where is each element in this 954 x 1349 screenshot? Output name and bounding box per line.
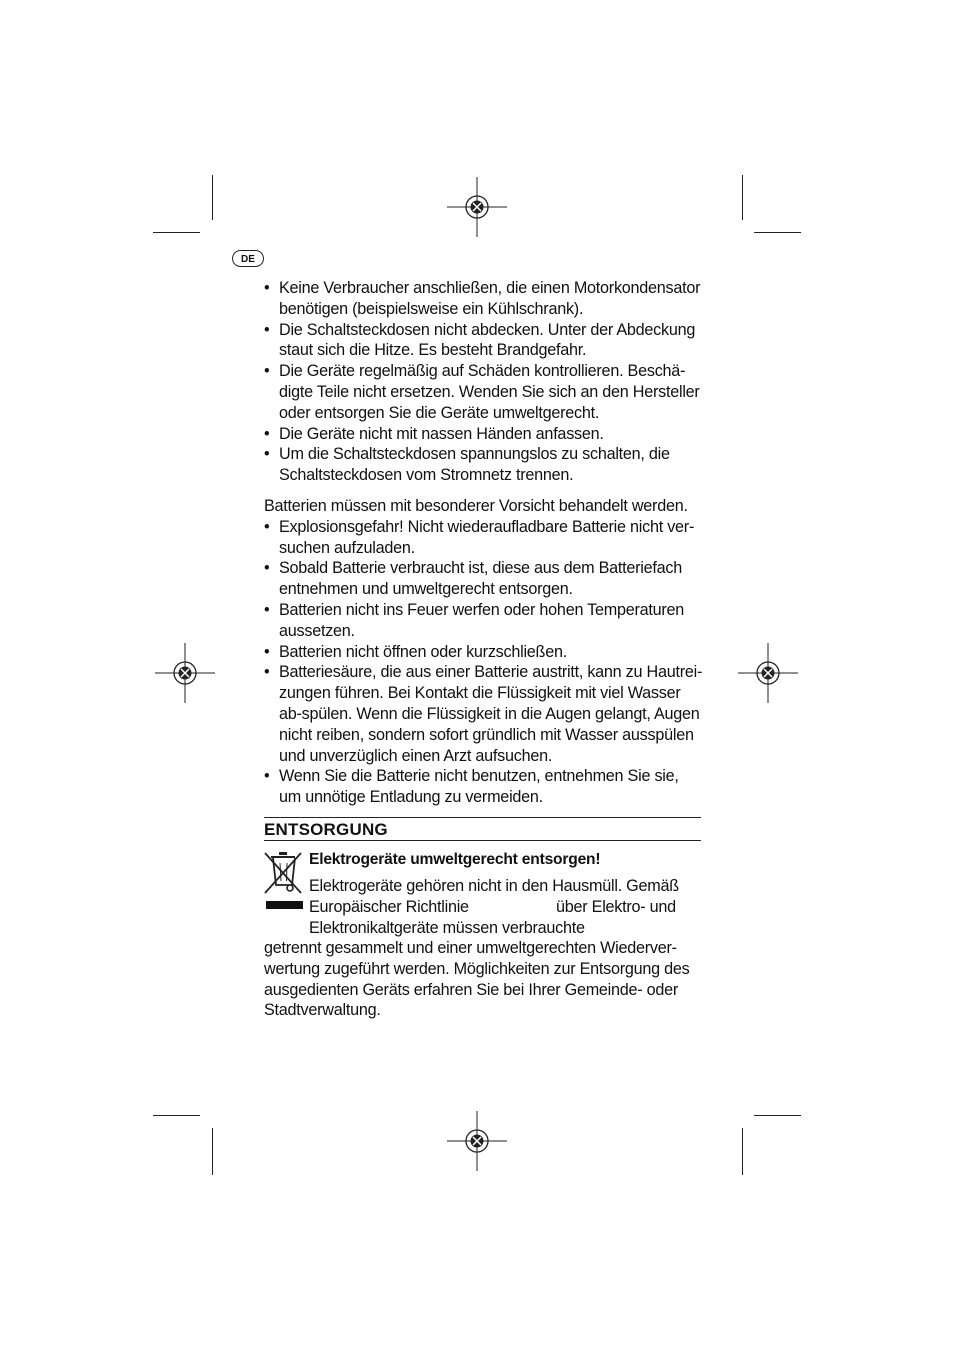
disposal-line-2-left: Europäischer Richtlinie <box>309 898 469 916</box>
crop-mark-bottom-right-horizontal <box>754 1115 801 1116</box>
crop-mark-top-left-horizontal <box>153 232 200 233</box>
disposal-line-2-right: über Elektro- und <box>556 898 676 916</box>
battery-list <box>264 517 704 808</box>
language-badge: DE <box>232 250 264 267</box>
list-item: • Explosionsgefahr! Nicht wiederaufladbare Batterie nicht ver-suchen aufzuladen. <box>264 517 704 559</box>
disposal-line-1: Elektrogeräte gehören nicht in den Hausmüll. Gemäß <box>309 877 679 895</box>
crop-mark-top-right-vertical <box>742 175 743 220</box>
list-item: • Die Schaltsteckdosen nicht abdecken. Unter der Abdeckung staut sich die Hitze. Es besteht Brandgefahr. <box>264 320 704 362</box>
list-item: • Wenn Sie die Batterie nicht benutzen, entnehmen Sie sie, um unnötige Entladung zu vermeiden. <box>264 766 704 808</box>
registration-mark-left-icon <box>155 643 215 703</box>
list-item: • Sobald Batterie verbraucht ist, diese aus dem Batteriefach entnehmen und umweltgerecht entsorgen. <box>264 558 704 600</box>
list-item: • Keine Verbraucher anschließen, die einen Motorkondensator benötigen (beispielsweise ein Kühlschrank). <box>264 278 704 320</box>
list-item: • Die Geräte regelmäßig auf Schäden kontrollieren. Beschä-digte Teile nicht ersetzen. Wenden Sie sich an den Hersteller oder entsorgen Sie die Geräte umweltgerecht. <box>264 361 704 423</box>
disposal-body: getrennt gesammelt und einer umweltgerechten Wiederver-wertung zugeführt werden. Möglichkeiten zur Entsorgung des ausgedienten Geräts erfahren Sie bei Ihrer Gemeinde- oder Stadtverwaltung. <box>264 939 690 1020</box>
registration-mark-bottom-icon <box>447 1111 507 1171</box>
section-heading-disposal: ENTSORGUNG <box>264 817 701 841</box>
crop-mark-top-left-vertical <box>212 175 213 220</box>
battery-section <box>264 496 704 808</box>
crop-mark-top-right-horizontal <box>754 232 801 233</box>
crop-mark-bottom-left-vertical <box>212 1128 213 1175</box>
crop-mark-bottom-right-vertical <box>742 1128 743 1175</box>
registration-mark-right-icon <box>738 643 798 703</box>
crop-mark-bottom-left-horizontal <box>153 1115 200 1116</box>
disposal-subtitle: Elektrogeräte umweltgerecht entsorgen! <box>309 851 601 868</box>
safety-section <box>264 278 704 486</box>
crossed-out-wheelie-bin-icon <box>263 851 305 913</box>
battery-intro: Batterien müssen mit besonderer Vorsicht behandelt werden. <box>264 497 688 515</box>
safety-list <box>264 278 704 486</box>
list-item: • Batterien nicht öffnen oder kurzschließen. <box>264 642 704 663</box>
list-item: • Die Geräte nicht mit nassen Händen anfassen. <box>264 424 704 445</box>
disposal-line-3: Elektronikaltgeräte müssen verbrauchte <box>309 919 585 937</box>
list-item: • Batterien nicht ins Feuer werfen oder hohen Temperaturen aussetzen. <box>264 600 704 642</box>
registration-mark-top-icon <box>447 177 507 237</box>
list-item: • Um die Schaltsteckdosen spannungslos zu schalten, die Schaltsteckdosen vom Stromnetz trennen. <box>264 444 704 486</box>
list-item: • Batteriesäure, die aus einer Batterie austritt, kann zu Hautrei-zungen führen. Bei Kontakt die Flüssigkeit mit viel Wasser ab-spülen. Wenn die Flüssigkeit in die Augen gelangt, Augen nicht reiben, sondern sofort gründlich mit Wasser ausspülen und unverzüglich einen Arzt aufsuchen. <box>264 662 704 766</box>
